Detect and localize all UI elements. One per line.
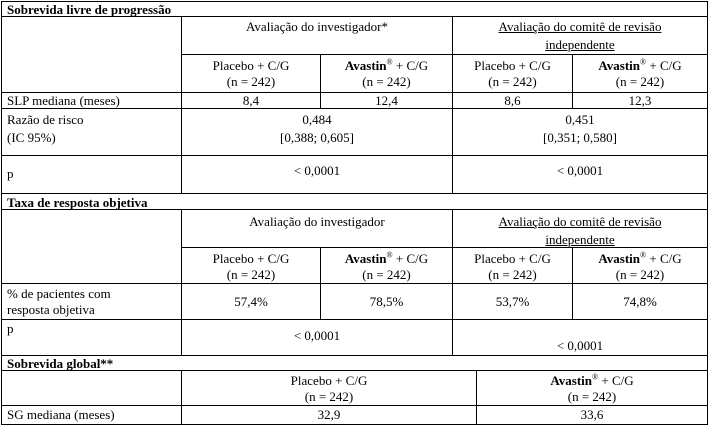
col-header-n: (n = 242) [226, 74, 276, 89]
col-header-avastin [477, 373, 707, 388]
col-header-n: (n = 242) [488, 74, 537, 89]
cell-value: < 0,0001 [556, 338, 604, 353]
rule [1, 424, 708, 425]
avastin-suffix: + C/G [392, 58, 429, 73]
row-label-line2: (IC 95%) [7, 130, 56, 145]
col-header-n: (n = 242) [304, 389, 354, 404]
avastin-brand: Avastin [344, 58, 387, 73]
col-header-placebo: Placebo + C/G [212, 58, 290, 73]
rule [1, 1, 2, 425]
avastin-suffix: + C/G [392, 251, 429, 266]
rule [1, 108, 708, 109]
registered-mark: ® [640, 250, 647, 260]
rule [1, 405, 708, 406]
registered-mark: ® [386, 250, 393, 260]
registered-mark: ® [386, 57, 393, 67]
rule [1, 319, 708, 320]
avastin-brand: Avastin [550, 373, 593, 388]
rule [1, 155, 708, 156]
col-header-placebo: Placebo + C/G [290, 373, 368, 388]
col-header-n: (n = 242) [488, 267, 537, 282]
group-header-irc: Avaliação do comitê de revisão [498, 19, 662, 34]
group-header-irc: Avaliação do comitê de revisão [498, 214, 662, 229]
cell-value: 12,3 [628, 93, 652, 108]
col-header-avastin [573, 58, 707, 73]
col-header-n: (n = 242) [226, 267, 276, 282]
col-header-n: (n = 242) [615, 74, 665, 89]
group-header-investigator: Avaliação do investigador [249, 214, 385, 229]
rule [1, 283, 708, 284]
cell-value: < 0,0001 [556, 163, 604, 178]
registered-mark: ® [640, 57, 647, 67]
cell-value: 57,4% [234, 294, 268, 309]
avastin-brand: Avastin [598, 251, 641, 266]
rule [452, 209, 453, 355]
row-label: Razão de risco [7, 112, 84, 127]
col-header-n: (n = 242) [362, 267, 411, 282]
col-header-placebo: Placebo + C/G [474, 58, 551, 73]
avastin-suffix: + C/G [646, 58, 682, 73]
section-title: Taxa de resposta objetiva [7, 195, 148, 210]
row-label: p [7, 166, 14, 181]
cell-value: 12,4 [375, 93, 398, 108]
rule [181, 54, 708, 55]
row-label: SG mediana (meses) [7, 407, 115, 422]
avastin-suffix: + C/G [646, 251, 682, 266]
col-header-n: (n = 242) [362, 74, 411, 89]
row-label: p [7, 321, 14, 336]
cell-value: 33,6 [580, 407, 604, 422]
section-title: Sobrevida global** [7, 356, 114, 371]
cell-value: < 0,0001 [293, 328, 341, 343]
col-header-avastin [321, 58, 452, 73]
cell-value: 0,451 [565, 112, 595, 127]
cell-ci: [0,388; 0,605] [279, 130, 355, 145]
col-header-avastin [321, 251, 452, 266]
cell-value: < 0,0001 [293, 163, 341, 178]
cell-value: 32,9 [317, 407, 341, 422]
group-header-investigator: Avaliação do investigador* [246, 19, 388, 34]
col-header-placebo: Placebo + C/G [212, 251, 290, 266]
cell-ci: [0,351; 0,580] [542, 130, 618, 145]
col-header-n: (n = 242) [567, 389, 617, 404]
avastin-brand: Avastin [598, 58, 641, 73]
avastin-brand: Avastin [344, 251, 387, 266]
row-label: SLP mediana (meses) [7, 93, 120, 108]
rule [1, 193, 708, 194]
col-header-placebo: Placebo + C/G [474, 251, 551, 266]
row-label: % de pacientes com [7, 286, 111, 301]
group-header-irc-line2: independente [545, 232, 615, 247]
cell-value: 78,5% [369, 294, 404, 309]
avastin-suffix: + C/G [598, 373, 634, 388]
cell-value: 74,8% [623, 294, 657, 309]
cell-value: 0,484 [302, 112, 332, 127]
section-title: Sobrevida livre de progressão [7, 2, 172, 17]
col-header-n: (n = 242) [615, 267, 665, 282]
rule [181, 247, 708, 248]
cell-value: 8,4 [242, 93, 260, 108]
registered-mark: ® [592, 372, 599, 382]
group-header-irc-line2: independente [545, 37, 615, 52]
cell-value: 8,6 [504, 93, 521, 108]
rule [707, 1, 708, 425]
cell-value: 53,7% [495, 294, 530, 309]
col-header-avastin [573, 251, 707, 266]
row-label-line2: resposta objetiva [7, 302, 95, 317]
